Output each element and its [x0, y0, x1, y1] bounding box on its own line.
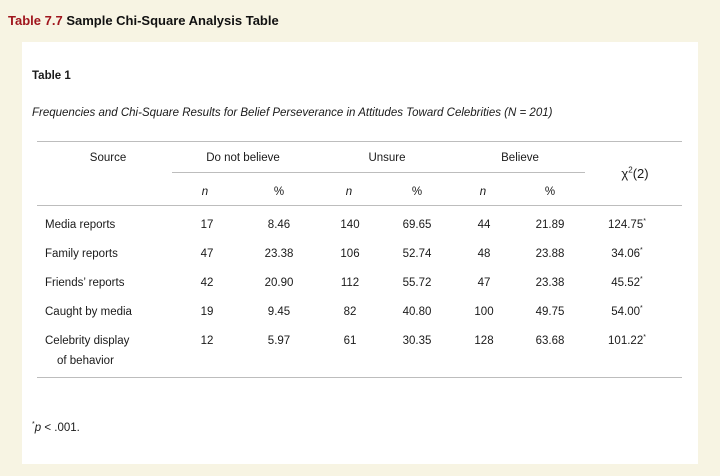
cell-dnb-n: 42 — [200, 277, 214, 289]
table-label: Table 1 — [32, 70, 71, 82]
cell-bel-pct: 23.88 — [535, 248, 565, 260]
cell-chi — [608, 335, 646, 347]
cell-bel-n: 44 — [477, 219, 491, 231]
note-mark: * — [32, 421, 35, 429]
cell-dnb-pct: 9.45 — [267, 306, 291, 318]
significance-mark: * — [643, 218, 646, 226]
group-rule — [172, 172, 585, 173]
chi-value: 54.00 — [611, 306, 641, 318]
header-uns-n: n — [345, 186, 353, 198]
chi-value: 101.22 — [608, 335, 644, 347]
table-title — [32, 107, 552, 119]
row-source: Celebrity display — [45, 335, 130, 347]
header-source: Source — [89, 152, 127, 164]
header-group-believe: Believe — [501, 152, 539, 164]
note-text: < .001. — [41, 422, 80, 434]
cell-uns-pct: 30.35 — [402, 335, 432, 347]
cell-bel-pct: 21.89 — [535, 219, 565, 231]
cell-dnb-pct: 20.90 — [264, 277, 294, 289]
top-rule — [37, 141, 682, 142]
table-card — [22, 42, 698, 464]
cell-uns-n: 112 — [340, 277, 360, 289]
table-title-n: N — [508, 107, 517, 119]
header-bel-pct: % — [544, 186, 556, 198]
note-p: p — [34, 422, 42, 434]
header-bel-n: n — [479, 186, 487, 198]
chi-value: 34.06 — [611, 248, 641, 260]
cell-bel-pct: 49.75 — [535, 306, 565, 318]
cell-bel-n: 48 — [477, 248, 491, 260]
row-source: Friends’ reports — [45, 277, 125, 289]
chi-symbol: χ — [621, 166, 629, 181]
cell-dnb-pct: 23.38 — [264, 248, 294, 260]
cell-dnb-n: 17 — [200, 219, 214, 231]
cell-dnb-n: 12 — [200, 335, 214, 347]
header-chi-square — [621, 166, 648, 181]
cell-bel-n: 128 — [474, 335, 494, 347]
cell-dnb-pct: 8.46 — [267, 219, 291, 231]
bottom-rule — [37, 377, 682, 378]
significance-mark: * — [640, 247, 643, 255]
cell-bel-pct: 63.68 — [535, 335, 565, 347]
cell-chi — [608, 219, 646, 231]
significance-mark: * — [643, 334, 646, 342]
caption-number: Table 7.7 — [8, 13, 63, 28]
table-note — [32, 422, 80, 434]
cell-bel-n: 47 — [477, 277, 491, 289]
cell-dnb-n: 47 — [200, 248, 214, 260]
row-source-continued: of behavior — [57, 355, 114, 367]
caption-title: Sample Chi-Square Analysis Table — [66, 13, 279, 28]
chi-df: (2) — [632, 166, 649, 181]
cell-uns-n: 61 — [343, 335, 357, 347]
significance-mark: * — [640, 305, 643, 313]
cell-uns-pct: 69.65 — [402, 219, 432, 231]
cell-uns-n: 106 — [340, 248, 360, 260]
cell-uns-pct: 55.72 — [402, 277, 432, 289]
cell-chi — [611, 306, 643, 318]
header-group-do-not-believe: Do not believe — [206, 152, 280, 164]
cell-uns-n: 82 — [343, 306, 357, 318]
header-dnb-n: n — [201, 186, 209, 198]
cell-dnb-pct: 5.97 — [267, 335, 291, 347]
figure-caption — [8, 13, 279, 28]
cell-uns-pct: 52.74 — [402, 248, 432, 260]
cell-bel-n: 100 — [474, 306, 494, 318]
chi-superscript: 2 — [628, 165, 633, 175]
cell-uns-pct: 40.80 — [402, 306, 432, 318]
header-bottom-rule — [37, 205, 682, 206]
row-source: Family reports — [45, 248, 118, 260]
row-source: Caught by media — [45, 306, 132, 318]
cell-chi — [611, 277, 643, 289]
cell-chi — [611, 248, 643, 260]
cell-bel-pct: 23.38 — [535, 277, 565, 289]
header-dnb-pct: % — [273, 186, 285, 198]
significance-mark: * — [640, 276, 643, 284]
chi-value: 124.75 — [608, 219, 644, 231]
row-source: Media reports — [45, 219, 116, 231]
table-title-suffix: = 201) — [516, 107, 553, 119]
header-group-unsure: Unsure — [368, 152, 406, 164]
table-title-prefix: Frequencies and Chi-Square Results for Belief Perseverance in Attitudes Toward Celebrities ( — [32, 107, 508, 119]
header-uns-pct: % — [411, 186, 423, 198]
cell-uns-n: 140 — [340, 219, 360, 231]
chi-value: 45.52 — [611, 277, 641, 289]
cell-dnb-n: 19 — [200, 306, 214, 318]
